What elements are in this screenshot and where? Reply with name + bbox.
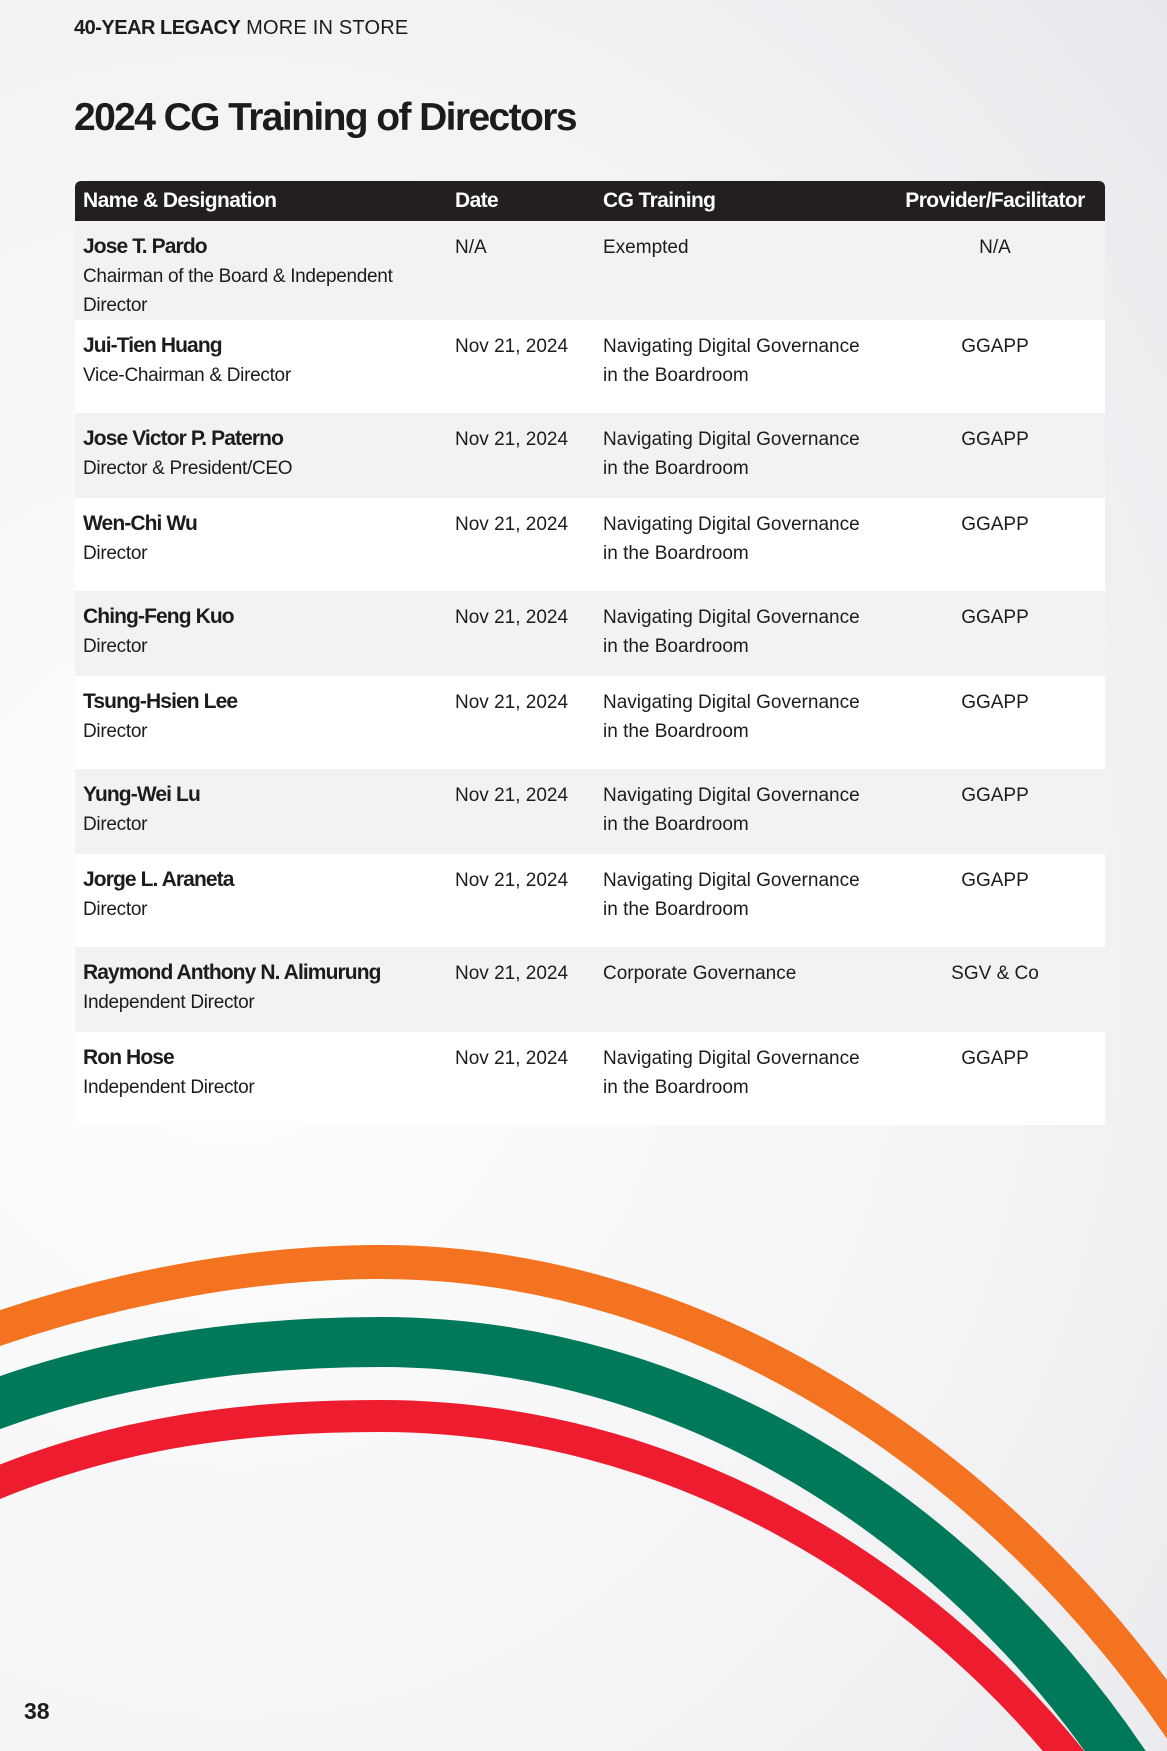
provider-cell: GGAPP [961,514,1029,535]
column-header-training: CG Training [603,189,716,212]
provider-cell: GGAPP [961,692,1029,713]
director-designation: Director [83,899,148,920]
column-header-name: Name & Designation [83,189,277,212]
training-line-1: Navigating Digital Governance [603,785,860,806]
provider-cell: GGAPP [961,429,1029,450]
director-designation: Director [83,721,148,742]
director-designation: Independent Director [83,992,255,1013]
provider-cell: GGAPP [961,336,1029,357]
director-designation: Director [83,543,148,564]
training-line-1: Navigating Digital Governance [603,1048,860,1069]
provider-cell: GGAPP [961,785,1029,806]
director-designation: Director & President/CEO [83,458,293,479]
provider-cell: GGAPP [961,607,1029,628]
provider-cell: GGAPP [961,1048,1029,1069]
training-line-2: in the Boardroom [603,814,749,835]
training-line-2: in the Boardroom [603,1077,749,1098]
date-cell: Nov 21, 2024 [455,963,569,984]
training-line-1: Navigating Digital Governance [603,429,860,450]
green-stripe [0,1342,1125,1751]
date-cell: Nov 21, 2024 [455,1048,569,1069]
date-cell: Nov 21, 2024 [455,429,569,450]
date-cell: N/A [455,237,487,258]
training-line-1: Navigating Digital Governance [603,514,860,535]
training-line-1: Navigating Digital Governance [603,336,860,357]
training-line-1: Navigating Digital Governance [603,870,860,891]
director-name: Wen-Chi Wu [83,512,197,535]
kicker-legacy: 40-YEAR LEGACY [74,17,241,39]
director-designation: Director [83,636,148,657]
page-title: 2024 CG Training of Directors [74,96,576,139]
director-name: Jose T. Pardo [83,235,207,258]
training-line-1: Corporate Governance [603,963,797,984]
page-number: 38 [24,1698,50,1724]
date-cell: Nov 21, 2024 [455,870,569,891]
date-cell: Nov 21, 2024 [455,607,569,628]
date-cell: Nov 21, 2024 [455,336,569,357]
training-line-2: in the Boardroom [603,365,749,386]
director-designation: Vice-Chairman & Director [83,365,291,386]
training-line-1: Exempted [603,237,689,258]
provider-cell: GGAPP [961,870,1029,891]
date-cell: Nov 21, 2024 [455,785,569,806]
date-cell: Nov 21, 2024 [455,692,569,713]
training-line-2: in the Boardroom [603,899,749,920]
training-line-2: in the Boardroom [603,458,749,479]
training-line-2: in the Boardroom [603,636,749,657]
kicker-more-in-store: MORE IN STORE [246,17,409,39]
director-name: Ching-Feng Kuo [83,605,234,628]
director-designation: Independent Director [83,1077,255,1098]
director-name: Raymond Anthony N. Alimurung [83,961,381,984]
training-line-2: in the Boardroom [603,543,749,564]
training-line-1: Navigating Digital Governance [603,607,860,628]
training-line-1: Navigating Digital Governance [603,692,860,713]
director-name: Ron Hose [83,1046,174,1069]
director-designation: Director [83,814,148,835]
provider-cell: SGV & Co [951,963,1039,984]
director-name: Jui-Tien Huang [83,334,222,357]
director-designation: Chairman of the Board & Independent Director [83,266,393,316]
director-name: Yung-Wei Lu [83,783,200,806]
provider-cell: N/A [979,237,1011,258]
training-line-2: in the Boardroom [603,721,749,742]
director-name: Tsung-Hsien Lee [83,690,238,713]
director-name: Jorge L. Araneta [83,868,234,891]
column-header-provider: Provider/Facilitator [905,189,1085,212]
column-header-date: Date [455,189,499,212]
date-cell: Nov 21, 2024 [455,514,569,535]
director-name: Jose Victor P. Paterno [83,427,284,450]
